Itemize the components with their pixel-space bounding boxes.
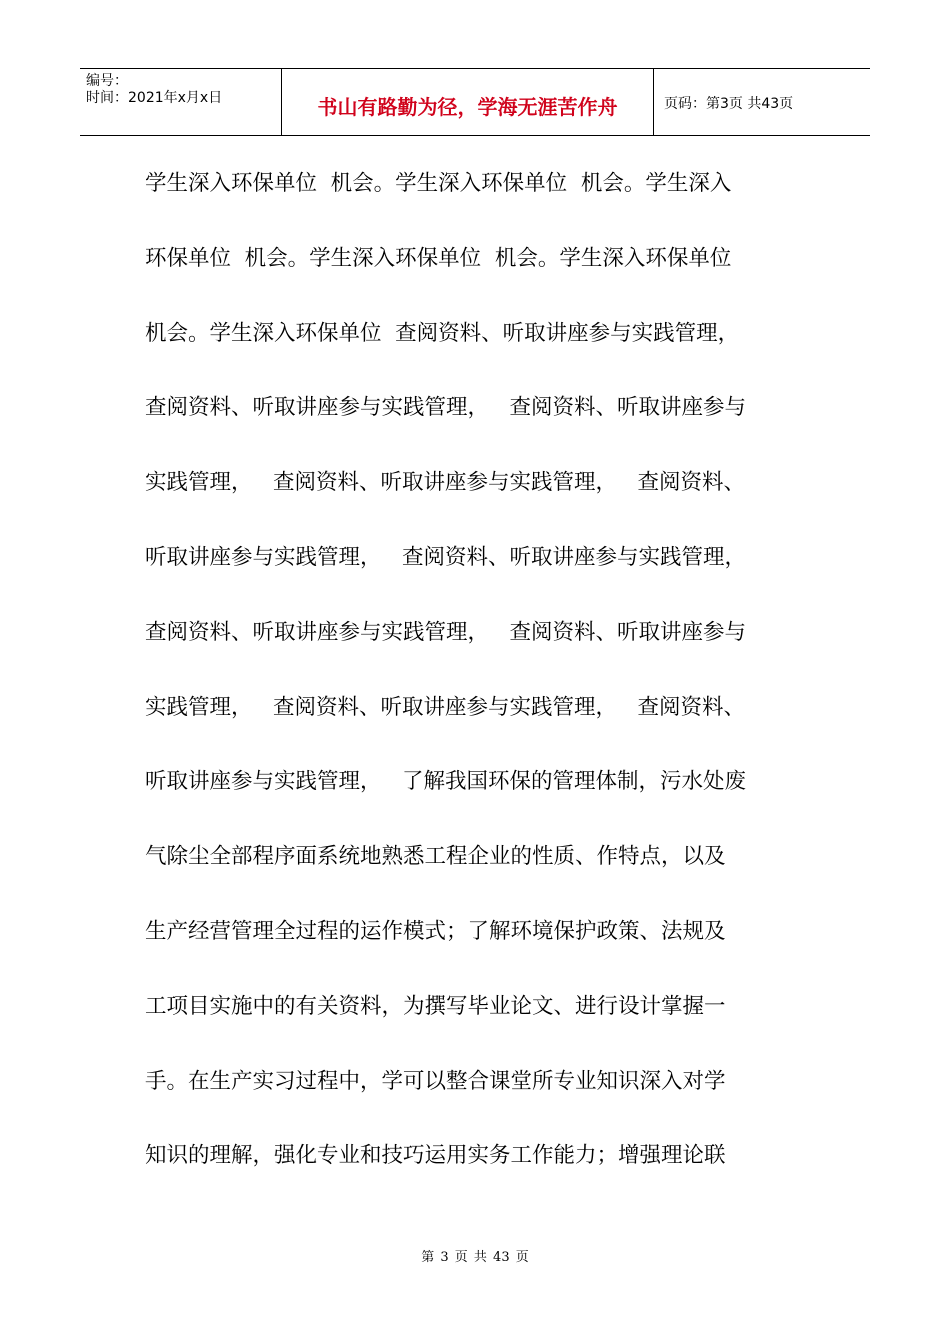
header-motto-cell — [282, 69, 654, 135]
body-line: 工项目实施中的有关资料，为撰写毕业论文、进行设计掌握一 — [145, 993, 726, 1019]
header-page-cell — [654, 69, 870, 135]
body-line: 知识的理解，强化专业和技巧运用实务工作能力；增强理论联 — [145, 1143, 726, 1169]
document-number-label: 编号： — [86, 73, 128, 89]
body-line: 实践管理， 查阅资料、听取讲座参与实践管理， 查阅资料、 — [145, 470, 746, 496]
body-line: 环保单位 机会。学生深入环保单位 机会。学生深入环保单位 — [145, 245, 732, 271]
body-line: 查阅资料、听取讲座参与实践管理， 查阅资料、听取讲座参与 — [145, 395, 747, 421]
body-line: 机会。学生深入环保单位 查阅资料、听取讲座参与实践管理， — [145, 320, 740, 346]
page-footer: 第 3 页 共 43 页 — [421, 1250, 529, 1265]
body-line: 手。在生产实习过程中，学可以整合课堂所专业知识深入对学 — [145, 1068, 726, 1094]
body-line: 气除尘全部程序面系统地熟悉工程企业的性质、作特点，以及 — [145, 844, 726, 870]
body-line: 听取讲座参与实践管理， 查阅资料、听取讲座参与实践管理， — [145, 544, 747, 570]
body-line: 实践管理， 查阅资料、听取讲座参与实践管理， 查阅资料、 — [145, 694, 746, 720]
header-motto: 书山有路勤为径，学海无涯苦作舟 — [317, 94, 618, 119]
document-body — [145, 147, 810, 1194]
body-line: 学生深入环保单位 机会。学生深入环保单位 机会。学生深入 — [145, 171, 732, 196]
body-line: 生产经营管理全过程的运作模式；了解环境保护政策、法规及 — [145, 918, 726, 944]
body-line: 查阅资料、听取讲座参与实践管理， 查阅资料、听取讲座参与 — [145, 619, 747, 645]
header-page-info: 页码：第3页 共43页 — [664, 96, 794, 112]
body-line: 听取讲座参与实践管理， 了解我国环保的管理体制，污水处废 — [145, 769, 747, 795]
header-meta-cell — [80, 69, 282, 135]
document-header — [80, 68, 870, 136]
document-date-label: 时间：2021年x月x日 — [86, 90, 223, 106]
